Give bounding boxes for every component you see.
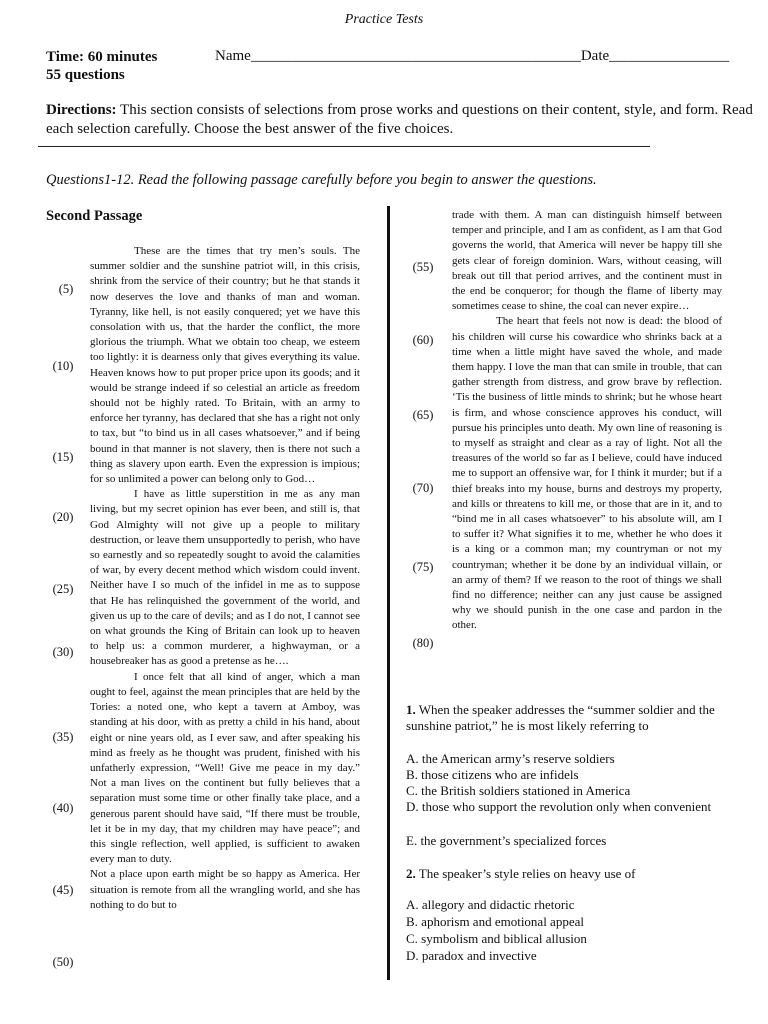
question-2-stem: 2. The speaker’s style relies on heavy use of (406, 866, 636, 881)
question-number: 2. (406, 866, 416, 881)
name-date-line (215, 48, 729, 65)
passage-paragraph: Not a place upon earth might be so happy as America. Her situation is remote from all the wrangling world, and she has nothing to do but to (90, 868, 360, 911)
passage-right-column (452, 208, 722, 634)
name-label: Name (215, 48, 251, 64)
question-2-option-b[interactable]: B. aphorism and emotional appeal (406, 914, 584, 929)
passage-instructions: Questions1-12. Read the following passage carefully before you begin to answer the questions. (46, 172, 597, 188)
directions-label: Directions: (46, 102, 117, 118)
test-info (46, 48, 157, 84)
question-2-option-a[interactable]: A. allegory and didactic rhetoric (406, 897, 575, 912)
passage-title: Second Passage (46, 208, 143, 224)
question-1-option-e[interactable]: E. the government’s specialized forces (406, 833, 607, 848)
line-number: (65) (412, 408, 434, 422)
question-1-stem: 1. When the speaker addresses the “summer soldier and the sunshine patriot,” he is most likely referring to (406, 702, 715, 734)
line-number: (80) (412, 636, 434, 650)
question-1-option-b[interactable]: B. those citizens who are infidels (406, 767, 579, 782)
passage-paragraph: These are the times that try men’s souls. The summer soldier and the sunshine patriot will, in this crisis, shrink from the service of their country; but he that stands it now deserves the love and thanks of man and woman. Tyranny, like hell, is not easily conquered; yet we have this consolation with us, that the harder the conflict, the more glorious the triumph. What we obtain too cheap, we esteem too lightly: it is dearness only that gives everything its value. Heaven knows how to put proper price upon its goods; and it would be strange indeed if so celestial an article as freedom should not be highly rated. To Britain, with an army to enforce her tyranny, has declared that she has a right not only to tax, but “to bind us in all cases whatsoever,” and if being bound in that manner is not slavery, then is there not such a thing as slavery upon earth. Even the expression is impious; for so unlimited a power can belong only to God… (90, 245, 360, 486)
column-divider (387, 206, 390, 980)
question-number: 1. (406, 702, 416, 717)
time-limit: Time: 60 minutes (46, 49, 158, 65)
directions (46, 101, 756, 139)
line-number: (60) (412, 333, 434, 347)
line-number: (55) (412, 260, 434, 274)
line-number: (10) (52, 359, 74, 373)
passage-left-column (90, 244, 360, 913)
line-number: (45) (52, 883, 74, 897)
line-number: (30) (52, 645, 74, 659)
line-number: (75) (412, 560, 434, 574)
passage-paragraph: I have as little superstition in me as any man living, but my secret opinion has ever been, and still is, that God Almighty will not give up a people to military destruction, or leave them unsupportedly to perish, who have so earnestly and so repeatedly sought to avoid the calamities of war, by every decent method which wisdom could invent. Neither have I so much of the infidel in me as to suppose that He has relinquished the government of the world, and given us up to the care of devils; and as I do not, I cannot see on what grounds the King of Britain can look up to heaven to help us: a common murderer, a highwayman, or a housebreaker has as good a pretense as he…. (90, 488, 360, 668)
passage-paragraph: trade with them. A man can distinguish himself between temper and principle, and I am as confident, as I am that God governs the world, that America will never be happy till she gets clear of foreign dominion. Wars, without ceasing, will break out till that period arrives, and the continent must in the end be conqueror; for though the flame of liberty may sometimes cease to shine, the coal can never expire… (452, 209, 722, 313)
question-1-option-d[interactable]: D. those who support the revolution only when convenient (406, 799, 712, 814)
question-count: 55 questions (46, 67, 125, 83)
passage-paragraph: I once felt that all kind of anger, which a man ought to feel, against the mean principles that are held by the Tories: a noted one, who kept a tavern at Amboy, was standing at his door, with as pretty a child in his hand, about eight or nine years old, as I ever saw, and after speaking his mind as freely as he thought was prudent, finished with his unfatherly expression, “Well! Give me peace in my day.” Not a man lives on the continent but fully believes that a separation must some time or other finally take place, and a generous parent should have said, “If there must be trouble, let it be in my day, that my children may have peace”; and this single reflection, well applied, is sufficient to awaken every man to duty. (90, 670, 360, 866)
question-2-option-d[interactable]: D. paradox and invective (406, 948, 537, 963)
directions-text: This section consists of selections from prose works and questions on their content, style, and form. Read each selection carefully. Choose the best answer of the five choices. (46, 102, 753, 137)
line-number: (5) (58, 282, 74, 296)
line-number: (25) (52, 582, 74, 596)
date-blank[interactable]: ________________ (609, 48, 730, 64)
passage-paragraph: The heart that feels not now is dead: the blood of his children will curse his cowardice who shrinks back at a time when a little might have saved the whole, and made them happy. I love the man that can smile in trouble, that can gather strength from distress, and grow brave by reflection. ‘Tis the business of little minds to shrink; but he whose heart is firm, and whose conscience approves his conduct, will pursue his principles unto death. My own line of reasoning is to myself as straight and clear as a ray of light. Not all the treasures of the world so far as I believe, could have induced me to support an offensive war, for I think it murder; but if a thief breaks into my house, burns and destroys my property, and kills or threatens to kill me, or those that are in it, and to “bind me in all cases whatsoever” to his absolute will, am I to suffer it? What signifies it to me, whether he who does it is a king or a common man; my countryman or not my countryman; whether it be done by an individual villain, or an army of them? If we reason to the root of things we shall find no difference; neither can any just cause be assigned why we should punish in the one case and pardon in the other. (452, 315, 722, 632)
question-1-option-c[interactable]: C. the British soldiers stationed in America (406, 783, 631, 798)
date-label: Date (580, 48, 610, 64)
question-2-option-c[interactable]: C. symbolism and biblical allusion (406, 931, 587, 946)
line-number: (35) (52, 730, 74, 744)
line-number: (70) (412, 481, 434, 495)
line-number: (15) (52, 450, 74, 464)
line-number: (20) (52, 510, 74, 524)
name-blank[interactable]: ____________________________________________ (250, 48, 581, 64)
line-number: (50) (52, 955, 74, 969)
header-rule (38, 146, 650, 147)
running-title: Practice Tests (344, 12, 424, 27)
line-number: (40) (52, 801, 74, 815)
question-1-option-a[interactable]: A. the American army’s reserve soldiers (406, 751, 615, 766)
